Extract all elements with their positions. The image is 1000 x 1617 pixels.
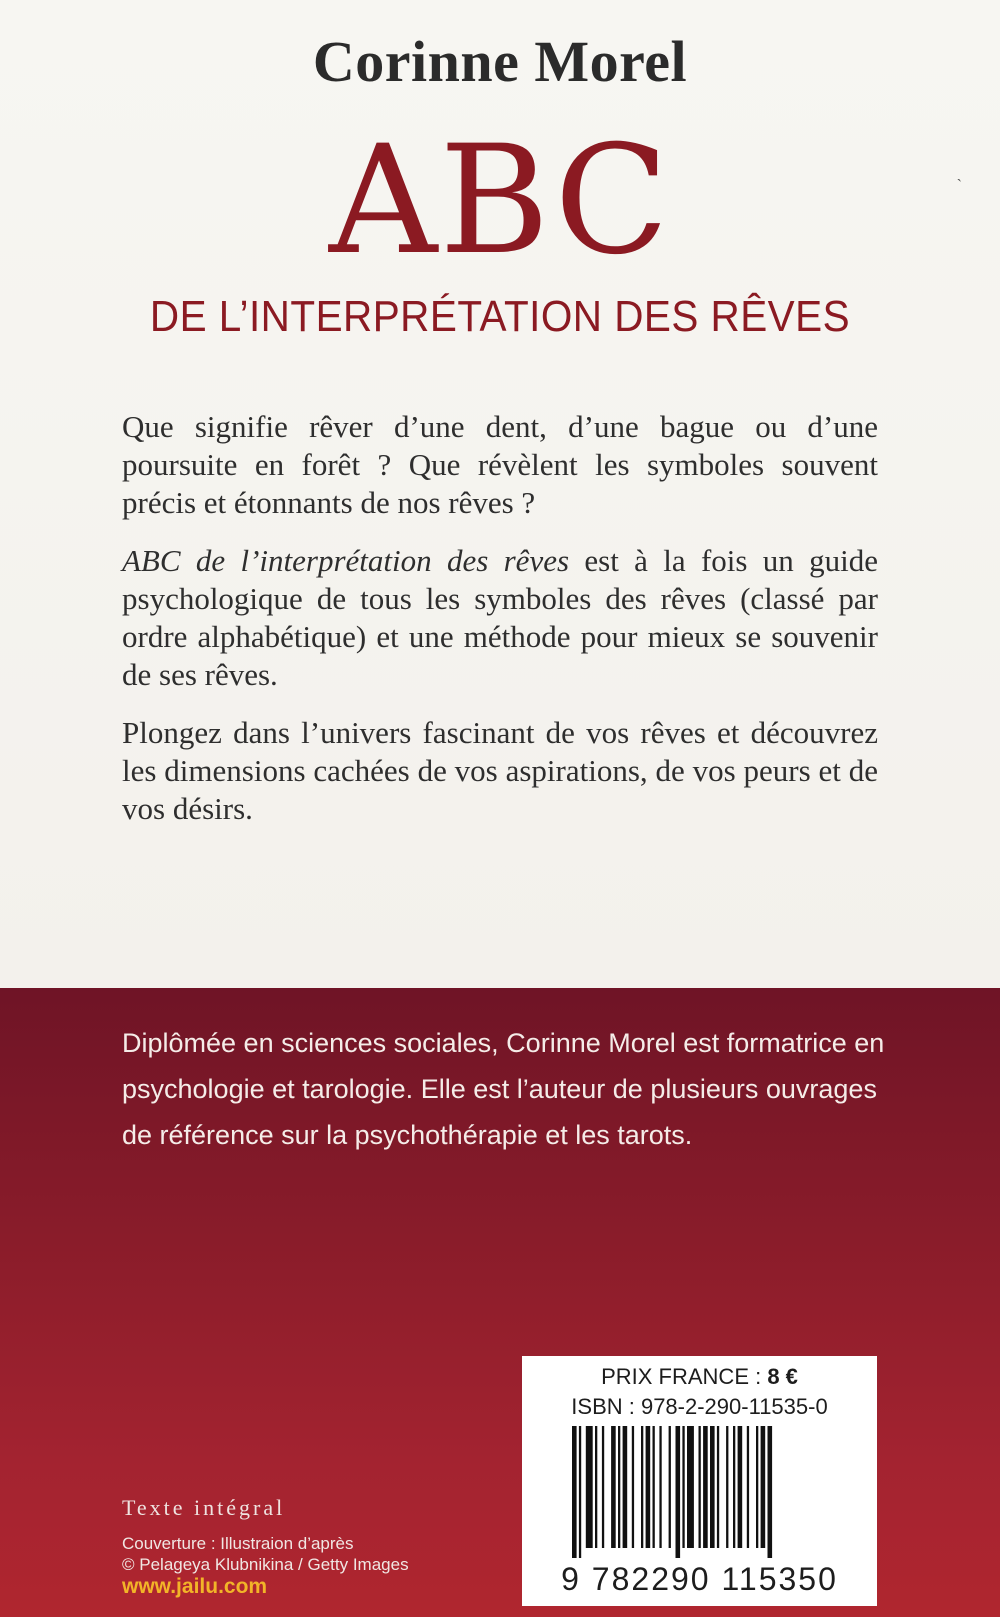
credit-line-2: © Pelageya Klubnikina / Getty Images: [122, 1555, 409, 1574]
barcode-bar: [761, 1426, 766, 1548]
barcode-bar: [646, 1426, 651, 1548]
barcode-bar: [632, 1426, 634, 1548]
price-value: 8 €: [767, 1364, 798, 1389]
author-name: Corinne Morel: [312, 29, 688, 94]
barcode-bar: [682, 1426, 684, 1548]
price-line: [522, 1364, 877, 1390]
barcode-digits: 9 782290 115350: [561, 1561, 838, 1597]
cover-credits: [122, 1533, 409, 1575]
author-bio: Diplômée en sciences sociales, Corinne Morel est formatrice en psychologie et tarologie. Elle est l’auteur de plusieurs ouvrages de référence sur la psychothérapie et les tarots.: [122, 1028, 885, 1150]
barcode-bar: [618, 1426, 620, 1548]
blurb-paragraph-3: Plongez dans l’univers fascinant de vos rêves et découvrez les dimensions cachées de vos aspirations, de vos peurs et de vos désirs.: [122, 715, 878, 826]
blurb-paragraph-2: [122, 542, 878, 694]
print-speck: ˎ: [956, 165, 962, 182]
barcode-bar: [717, 1426, 719, 1548]
isbn-line: ISBN : 978-2-290-11535-0: [571, 1394, 828, 1419]
price-barcode-box: [522, 1356, 877, 1606]
book-subtitle: DE L’INTERPRÉTATION DES RÊVES: [149, 292, 851, 341]
barcode-bar: [669, 1426, 671, 1548]
barcode-bar: [738, 1426, 743, 1548]
barcode-bar: [602, 1426, 604, 1548]
texte-integral-label: Texte intégral: [122, 1495, 286, 1520]
barcode-bar: [756, 1426, 758, 1548]
barcode-bar: [653, 1426, 655, 1548]
barcode-bar: [747, 1426, 749, 1548]
barcode-bar: [579, 1426, 581, 1558]
barcode-bar: [699, 1426, 701, 1548]
publisher-website-link[interactable]: www.jailu.com: [122, 1575, 268, 1598]
blurb: [122, 408, 878, 848]
barcode-bar: [586, 1426, 593, 1548]
barcode-bar: [572, 1426, 577, 1558]
back-cover-lower-band: [0, 988, 1000, 1617]
barcode-bar: [726, 1426, 728, 1548]
barcode-bar: [768, 1426, 773, 1558]
book-title: ABC: [328, 114, 672, 288]
blurb-title-italic: ABC de l’interprétation des rêves: [122, 543, 570, 578]
barcode-bar: [703, 1426, 708, 1548]
barcode-bar: [676, 1426, 681, 1558]
blurb-paragraph-1: Que signifie rêver d’une dent, d’une bague ou d’une poursuite en forêt ? Que révèlent les symboles souvent précis et étonnants de nos rêves ?: [122, 409, 878, 520]
barcode-bar: [687, 1426, 694, 1548]
barcode-bar: [710, 1426, 715, 1548]
barcode-bar: [733, 1426, 735, 1548]
barcode-bar: [623, 1426, 628, 1548]
barcode-bar: [659, 1426, 661, 1548]
blurb-paragraph-2-rest: est à la fois un guide psychologique de tous les symboles des rêves (classé par ordre alphabétique) et une méthode pour mieux se souvenir de ses rêves.: [122, 543, 878, 692]
barcode-bar: [641, 1426, 643, 1548]
barcode-icon: [572, 1426, 862, 1558]
barcode-bar: [611, 1426, 616, 1548]
barcode-bar: [595, 1426, 597, 1548]
price-label: PRIX FRANCE :: [601, 1364, 768, 1389]
credit-line-1: Couverture : Illustraion d’après: [122, 1534, 354, 1553]
